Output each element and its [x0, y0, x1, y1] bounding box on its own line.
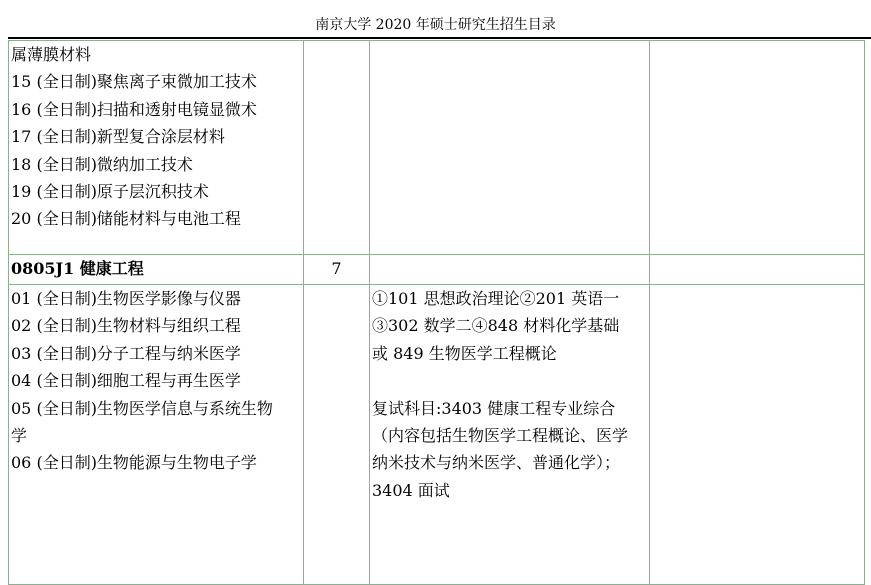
direction-item: 06 (全日制)生物能源与生物电子学: [11, 453, 257, 473]
enrollment-cell: [304, 285, 370, 585]
direction-item: 01 (全日制)生物医学影像与仪器: [11, 289, 241, 308]
table-row-continued-directions: [9, 41, 865, 255]
direction-item: 19 (全日制)原子层沉积技术: [11, 182, 209, 202]
exam-subjects-cell: [370, 285, 650, 585]
remarks-cell: [650, 285, 865, 585]
catalog-title: 南京大学 2020 年硕士研究生招生目录: [315, 17, 556, 33]
direction-item: 02 (全日制)生物材料与组织工程: [11, 316, 241, 336]
table-row-major-details: [9, 285, 865, 585]
retest-line: 3404 面试: [372, 480, 450, 500]
direction-item: 学: [11, 426, 28, 446]
enrollment-count: 7: [304, 255, 370, 285]
research-directions-cell: [9, 41, 304, 255]
major-code-name: 0805J1 健康工程: [9, 255, 304, 285]
exam-subject-line: ①101 思想政治理论②201 英语一: [372, 289, 620, 308]
direction-item: 05 (全日制)生物医学信息与系统生物: [11, 398, 273, 418]
direction-item: 16 (全日制)扫描和透射电镜显微术: [11, 99, 257, 119]
exam-subject-line: 或 849 生物医学工程概论: [372, 343, 557, 363]
direction-item: 15 (全日制)聚焦离子束微加工技术: [11, 72, 257, 92]
remarks-cell: [650, 41, 865, 255]
remarks-cell: [650, 255, 865, 285]
header-rule: [8, 37, 871, 39]
direction-item: 17 (全日制)新型复合涂层材料: [11, 127, 225, 147]
spacer: [372, 367, 647, 394]
direction-item: 18 (全日制)微纳加工技术: [11, 154, 193, 174]
page-header: [0, 0, 871, 38]
direction-item: 属薄膜材料: [11, 45, 92, 64]
table-row-major: [9, 255, 865, 285]
exam-subject-line: ③302 数学二④848 材料化学基础: [372, 316, 620, 336]
enrollment-cell: [304, 41, 370, 255]
catalog-table: [8, 40, 865, 585]
exam-subjects-cell: [370, 255, 650, 285]
retest-line: 纳米技术与纳米医学、普通化学）；: [372, 453, 621, 473]
retest-line: 复试科目:3403 健康工程专业综合: [372, 398, 616, 418]
exam-subjects-cell: [370, 41, 650, 255]
direction-item: 04 (全日制)细胞工程与再生医学: [11, 371, 241, 391]
direction-item: 03 (全日制)分子工程与纳米医学: [11, 343, 241, 363]
direction-item: 20 (全日制)储能材料与电池工程: [11, 209, 241, 229]
research-directions-cell: [9, 285, 304, 585]
retest-line: （内容包括生物医学工程概论、医学: [372, 426, 629, 446]
